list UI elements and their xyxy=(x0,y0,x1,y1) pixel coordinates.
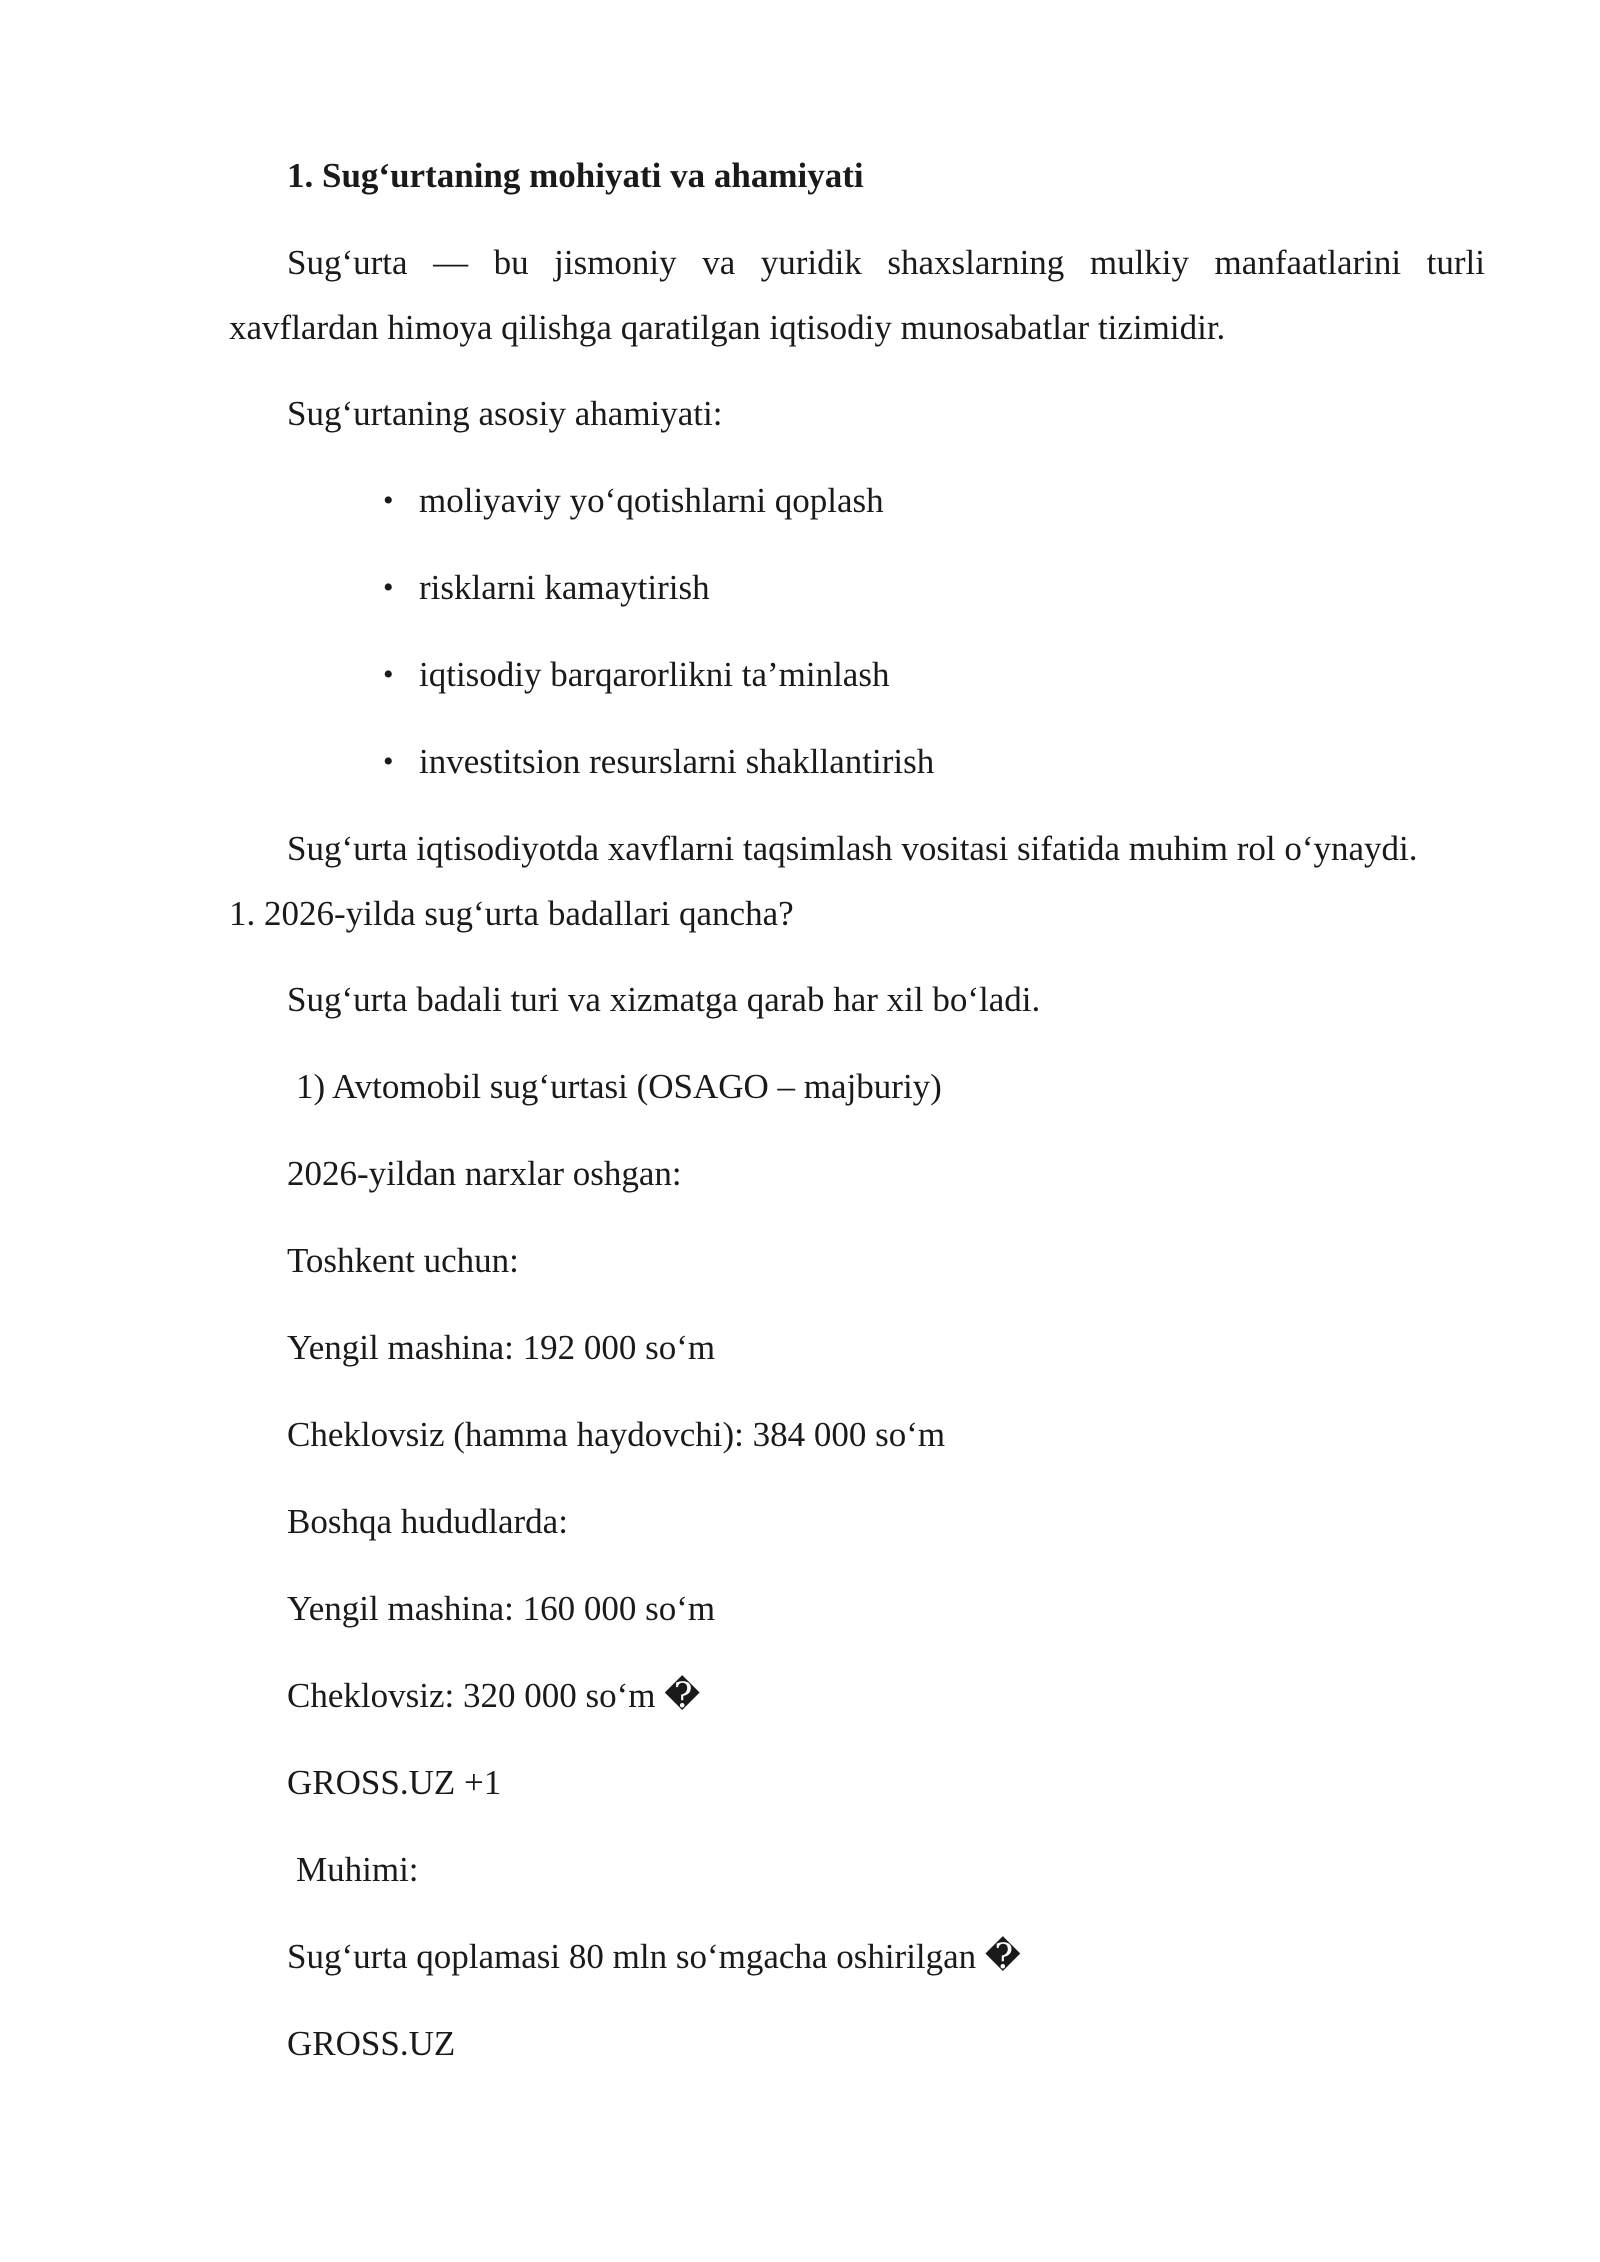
list-item-text: iqtisodiy barqarorlikni ta’minlash xyxy=(419,655,890,694)
tashkent-light-price: Yengil mashina: 192 000 so‘m xyxy=(287,1328,716,1367)
list-item-text: risklarni kamaytirish xyxy=(419,568,710,607)
auto-insurance-title: 1) Avtomobil sug‘urtasi (OSAGO – majburiy) xyxy=(296,1067,942,1106)
section-heading: 1. Sug‘urtaning mohiyati va ahamiyati xyxy=(287,156,864,195)
source-reference: GROSS.UZ xyxy=(287,2024,456,2063)
regions-light-price: Yengil mashina: 160 000 so‘m xyxy=(287,1589,716,1628)
important-label: Muhimi: xyxy=(296,1850,419,1889)
tashkent-label: Toshkent uchun: xyxy=(287,1241,519,1280)
summary-paragraph: Sug‘urta iqtisodiyotda xavflarni taqsimlash vositasi sifatida muhim rol o‘ynaydi. xyxy=(287,829,1418,868)
definition-line-2: xavflardan himoya qilishga qaratilgan iqtisodiy munosabatlar tizimidir. xyxy=(229,308,1226,347)
list-item-text: moliyaviy yo‘qotishlarni qoplash xyxy=(419,481,884,520)
premium-intro: Sug‘urta badali turi va xizmatga qarab har xil bo‘ladi. xyxy=(287,980,1041,1019)
question-heading: 1. 2026-yilda sug‘urta badallari qancha? xyxy=(229,894,794,933)
list-item-text: investitsion resurslarni shakllantirish xyxy=(419,742,935,781)
regions-label: Boshqa hududlarda: xyxy=(287,1502,568,1541)
prices-intro: 2026-yildan narxlar oshgan: xyxy=(287,1154,682,1193)
regions-unlimited-price: Cheklovsiz: 320 000 so‘m � xyxy=(287,1676,701,1715)
source-reference: GROSS.UZ +1 xyxy=(287,1763,502,1802)
importance-intro: Sug‘urtaning asosiy ahamiyati: xyxy=(287,394,723,433)
definition-line-1: Sug‘urta — bu jismoniy va yuridik shaxslarning mulkiy manfaatlarini turli xyxy=(287,243,1485,282)
bullet-icon: • xyxy=(383,484,394,517)
tashkent-unlimited-price: Cheklovsiz (hamma haydovchi): 384 000 so‘m xyxy=(287,1415,946,1454)
bullet-icon: • xyxy=(383,658,394,691)
coverage-note: Sug‘urta qoplamasi 80 mln so‘mgacha oshirilgan � xyxy=(287,1937,1021,1976)
bullet-icon: • xyxy=(383,571,394,604)
bullet-icon: • xyxy=(383,745,394,778)
